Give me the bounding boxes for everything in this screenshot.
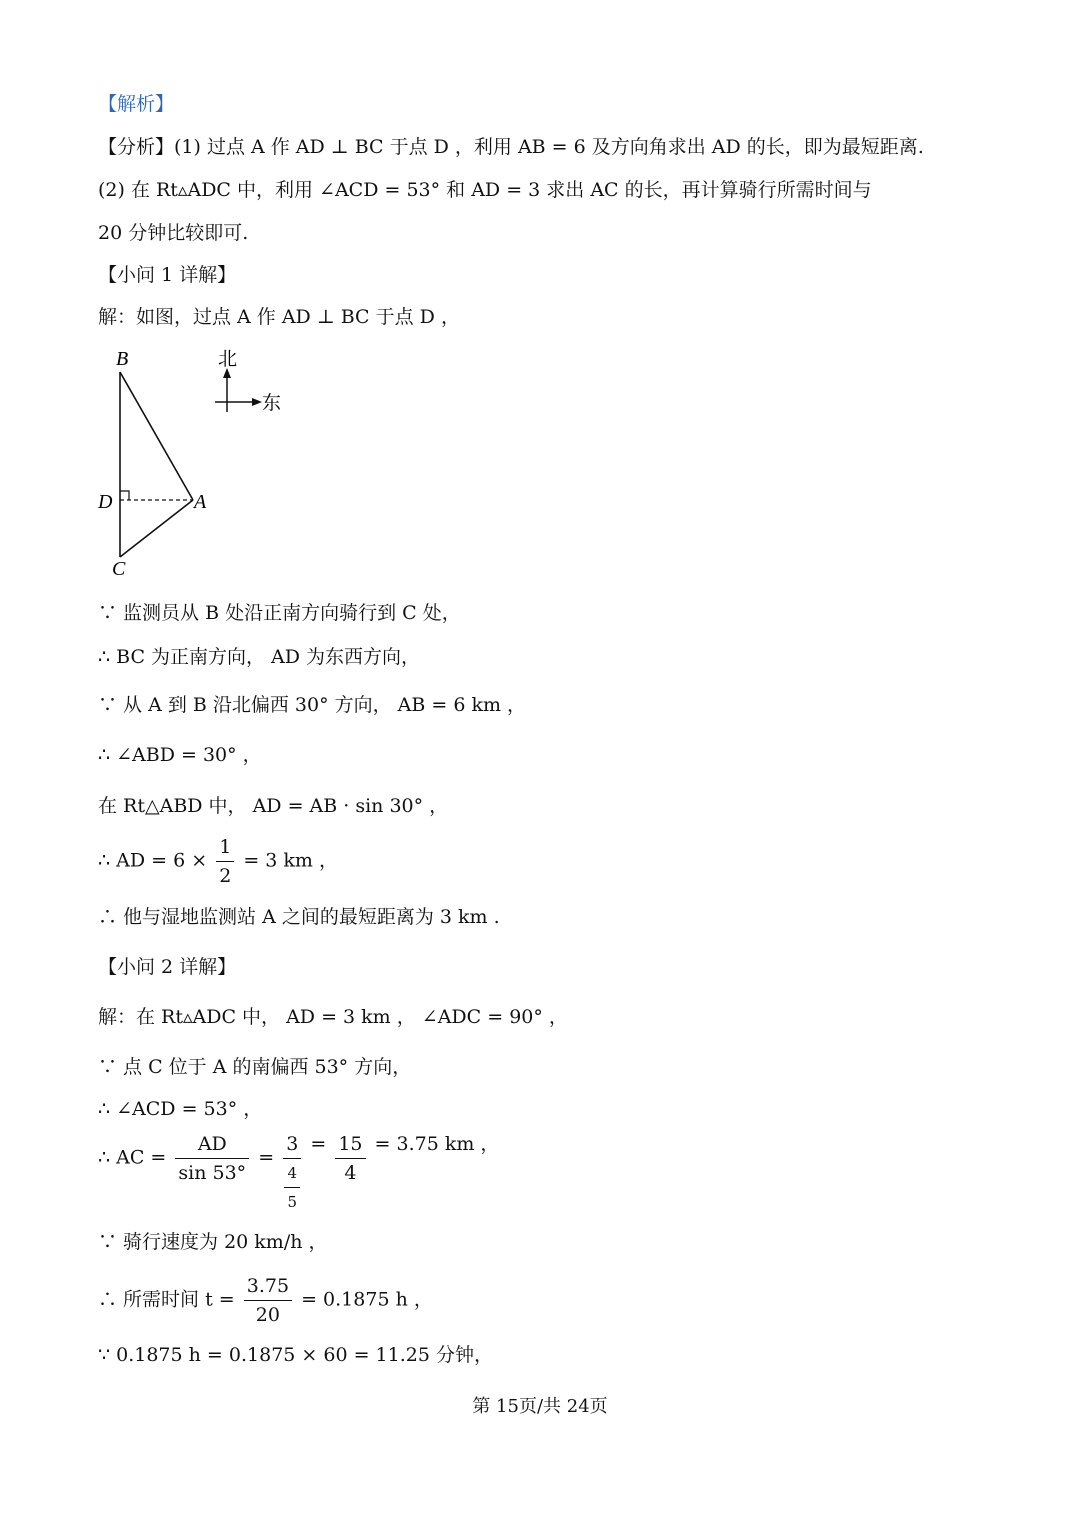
q2-step-2: ∴ ∠ACD = 53° ， <box>98 1098 263 1120</box>
fraction-den: sin 53° <box>178 1162 247 1184</box>
equals-sign: = <box>310 1133 327 1155</box>
label-b: B <box>116 348 129 370</box>
fraction-ad-sin53 <box>175 1130 249 1187</box>
analysis-line-3: 20 分钟比较即可. <box>98 222 249 244</box>
label-c: C <box>112 558 126 580</box>
q1-step-6-pre: ∴ AD = 6 × <box>98 849 208 872</box>
east-arrow-icon <box>252 398 262 406</box>
q2-step-5-post: = 0.1875 h ， <box>301 1288 433 1311</box>
fraction-den: 20 <box>255 1304 280 1326</box>
analysis-text-1: (1) 过点 A 作 AD ⊥ BC 于点 D ，利用 AB = 6 及方向角求出 AD 的长，即为最短距离. <box>174 136 924 158</box>
q2-step-1: ∵ 点 C 位于 A 的南偏西 53° 方向， <box>98 1056 412 1078</box>
q1-step-1: ∵ 监测员从 B 处沿正南方向骑行到 C 处， <box>98 602 461 624</box>
right-angle-mark <box>120 491 129 500</box>
q1-title: 【小问 1 详解】 <box>98 264 237 286</box>
q1-step-6 <box>98 833 338 890</box>
fraction-num: 3 <box>283 1130 301 1159</box>
fraction-3-over-4-5 <box>283 1130 301 1216</box>
q1-step-2: ∴ BC 为正南方向， AD 为东西方向， <box>98 646 421 668</box>
segment-ca <box>120 500 193 557</box>
q2-intro: 解：在 Rt▵ADC 中， AD = 3 km ， ∠ADC = 90° ， <box>98 1006 568 1028</box>
q2-step-4: ∵ 骑行速度为 20 km/h ， <box>98 1231 328 1253</box>
q2-step-6: ∵ 0.1875 h = 0.1875 × 60 = 11.25 分钟， <box>98 1344 493 1366</box>
q1-step-4: ∴ ∠ABD = 30° ， <box>98 744 262 766</box>
fraction-one-half <box>216 833 234 890</box>
east-label: 东 <box>262 393 282 414</box>
fraction-num: 3.75 <box>244 1272 292 1301</box>
triangle-figure <box>90 340 300 585</box>
analysis-line-1 <box>98 135 924 159</box>
nested-fraction <box>284 1159 300 1216</box>
fraction-num: 1 <box>216 833 234 862</box>
q2-step-3-pre: ∴ AC = <box>98 1146 167 1169</box>
q1-intro: 解：如图，过点 A 作 AD ⊥ BC 于点 D ， <box>98 306 460 328</box>
nested-num: 4 <box>284 1159 300 1188</box>
label-a: A <box>194 491 207 513</box>
label-d: D <box>98 491 113 513</box>
q2-title: 【小问 2 详解】 <box>98 956 237 978</box>
q2-step-5 <box>98 1272 433 1329</box>
fraction-den: 4 <box>344 1162 357 1184</box>
nested-den: 5 <box>287 1193 298 1211</box>
q2-step-3 <box>98 1130 499 1216</box>
q1-step-6-post: = 3 km ， <box>243 849 338 872</box>
solution-heading: 【解析】 <box>98 93 175 115</box>
fraction-num: 15 <box>335 1130 365 1159</box>
page-footer: 第 15页/共 24页 <box>472 1396 608 1417</box>
north-label: 北 <box>218 349 238 370</box>
analysis-line-2: (2) 在 Rt▵ADC 中，利用 ∠ACD = 53° 和 AD = 3 求出 AC 的长，再计算骑行所需时间与 <box>98 179 872 201</box>
fraction-num: AD <box>175 1130 249 1159</box>
q1-step-3: ∵ 从 A 到 B 沿北偏西 30° 方向， AB = 6 km ， <box>98 694 527 716</box>
fraction-15-over-4 <box>335 1130 365 1187</box>
q1-conclusion: ∴ 他与湿地监测站 A 之间的最短距离为 3 km . <box>98 906 500 928</box>
equals-sign: = <box>258 1146 275 1169</box>
fraction-den <box>283 1159 301 1216</box>
q1-step-5: 在 Rt△ABD 中， AD = AB · sin 30° ， <box>98 795 449 817</box>
segment-ba <box>120 372 193 500</box>
fraction-den: 2 <box>219 865 232 887</box>
analysis-tag: 【分析】 <box>98 136 175 158</box>
q2-step-5-pre: ∴ 所需时间 t = <box>98 1288 235 1311</box>
fraction-time <box>244 1272 292 1329</box>
q2-step-3-post: = 3.75 km ， <box>374 1133 500 1155</box>
